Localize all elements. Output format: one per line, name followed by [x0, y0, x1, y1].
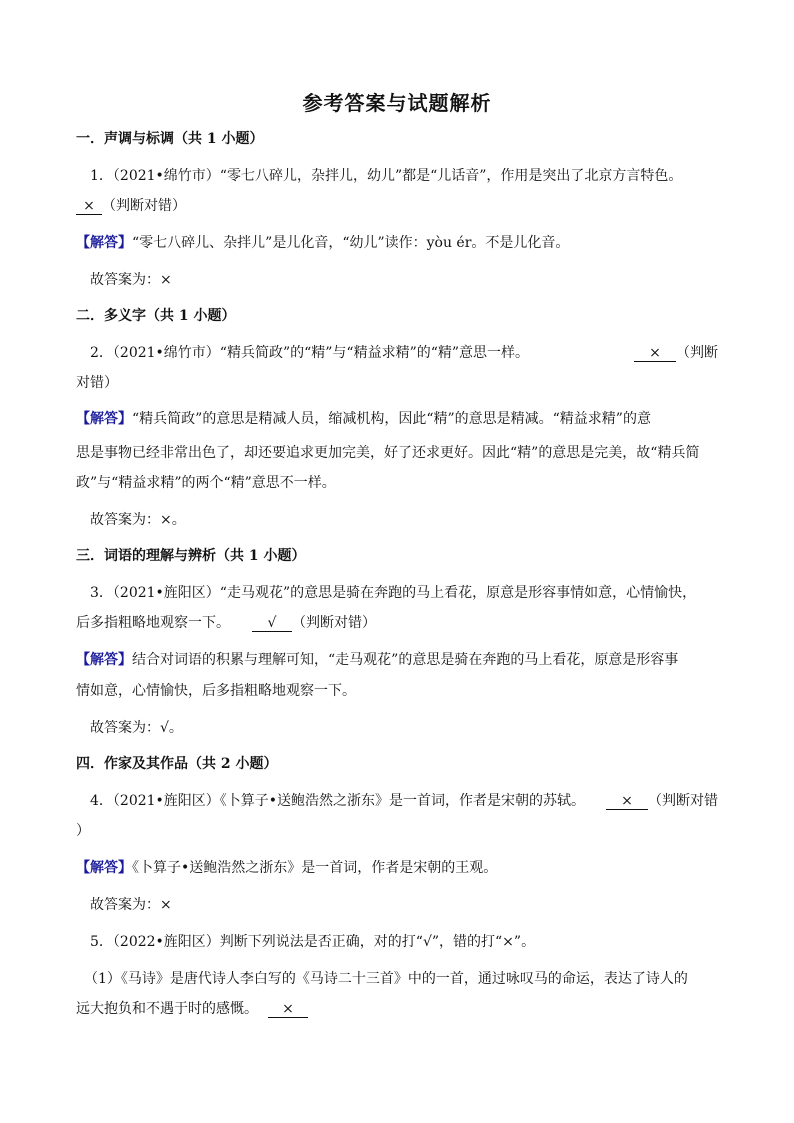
final-answer-3: 故答案为：√。: [90, 720, 183, 736]
solution-tag: 【解答】: [76, 860, 132, 876]
question-4-tail-1: （判断对错: [648, 793, 718, 809]
question-1-line-1: 1．（2021•绵竹市）“零七八碎儿，杂拌儿，幼儿”都是“儿话音”，作用是突出了北京方言特色。: [90, 168, 683, 184]
question-3-line-1: 3．（2021•旌阳区）“走马观花”的意思是骑在奔跑的马上看花，原意是形容事情如意，心情愉快，: [90, 585, 697, 601]
final-answer-2: 故答案为：×。: [90, 512, 186, 528]
solution-tag: 【解答】: [76, 235, 132, 251]
section-heading-2: 二．多义字（共 1 小题）: [76, 308, 236, 324]
solution-2-text-1: “精兵简政”的意思是精减人员，缩减机构，因此“精”的意思是精减。“精益求精”的意: [132, 411, 651, 427]
question-5-line: 5．（2022•旌阳区）判断下列说法是否正确，对的打“√”，错的打“×”。: [90, 934, 536, 950]
answer-blank-2: ×: [634, 345, 676, 362]
solution-4-text: 《卜算子•送鲍浩然之浙东》是一首词，作者是宋朝的王观。: [132, 860, 498, 876]
question-2-tail-1: （判断: [676, 345, 718, 361]
question-2-blank-group: [634, 344, 718, 362]
solution-3-text-1: 结合对词语的积累与理解可知，“走马观花”的意思是骑在奔跑的马上看花，原意是形容事: [132, 652, 679, 668]
question-1-line-2: [76, 197, 186, 215]
solution-1-text: “零七八碎儿、杂拌儿”是儿化音，“幼儿”读作：yòu ér。不是儿化音。: [132, 235, 570, 251]
solution-1: [76, 234, 569, 252]
section-heading-4: 四．作家及其作品（共 2 小题）: [76, 756, 278, 772]
solution-2-line-1: [76, 410, 651, 428]
question-3-line-2: [76, 614, 376, 632]
question-3-tail: （判断对错）: [292, 615, 376, 631]
solution-2-line-2: 思是事物已经非常出色了，却还要追求更加完美，好了还求更好。因此“精”的意思是完美，故“精兵简: [76, 445, 700, 461]
solution-4: [76, 859, 497, 877]
solution-3-line-2: 情如意，心情愉快，后多指粗略地观察一下。: [76, 683, 356, 699]
answer-blank-5: ×: [268, 1001, 308, 1018]
question-2-line-1: 2．（2021•绵竹市）“精兵简政”的“精”与“精益求精”的“精”意思一样。: [90, 345, 530, 361]
question-4-blank-group: [606, 792, 718, 810]
question-2-line-2: 对错）: [76, 375, 118, 391]
question-5-sub-1-line-1: （1）《马诗》是唐代诗人李白写的《马诗二十三首》中的一首，通过咏叹马的命运，表达了诗人的: [84, 971, 688, 987]
solution-2-line-3: 政”与“精益求精”的两个“精”意思不一样。: [76, 475, 336, 491]
final-answer-4: 故答案为：×: [90, 897, 172, 913]
question-3-text-2: 后多指粗略地观察一下。: [76, 615, 230, 631]
question-4-line-1: 4．（2021•旌阳区）《卜算子•送鲍浩然之浙东》是一首词，作者是宋朝的苏轼。: [90, 793, 586, 809]
final-answer-1: 故答案为：×: [90, 272, 172, 288]
section-heading-1: 一．声调与标调（共 1 小题）: [76, 131, 264, 147]
question-5-sub-1-text-2: 远大抱负和不遇于时的感慨。: [76, 1001, 258, 1017]
solution-tag: 【解答】: [76, 411, 132, 427]
section-heading-3: 三．词语的理解与辨析（共 1 小题）: [76, 548, 306, 564]
answer-blank-4: ×: [606, 793, 648, 810]
question-4-line-2: ）: [76, 823, 90, 839]
question-5-sub-1-line-2: [76, 1000, 308, 1018]
solution-tag: 【解答】: [76, 652, 132, 668]
question-1-tail: （判断对错）: [102, 198, 186, 214]
answer-blank-1: ×: [76, 198, 102, 215]
solution-3-line-1: [76, 651, 678, 669]
page-title: 参考答案与试题解析: [302, 91, 492, 115]
answer-blank-3: √: [252, 615, 292, 632]
